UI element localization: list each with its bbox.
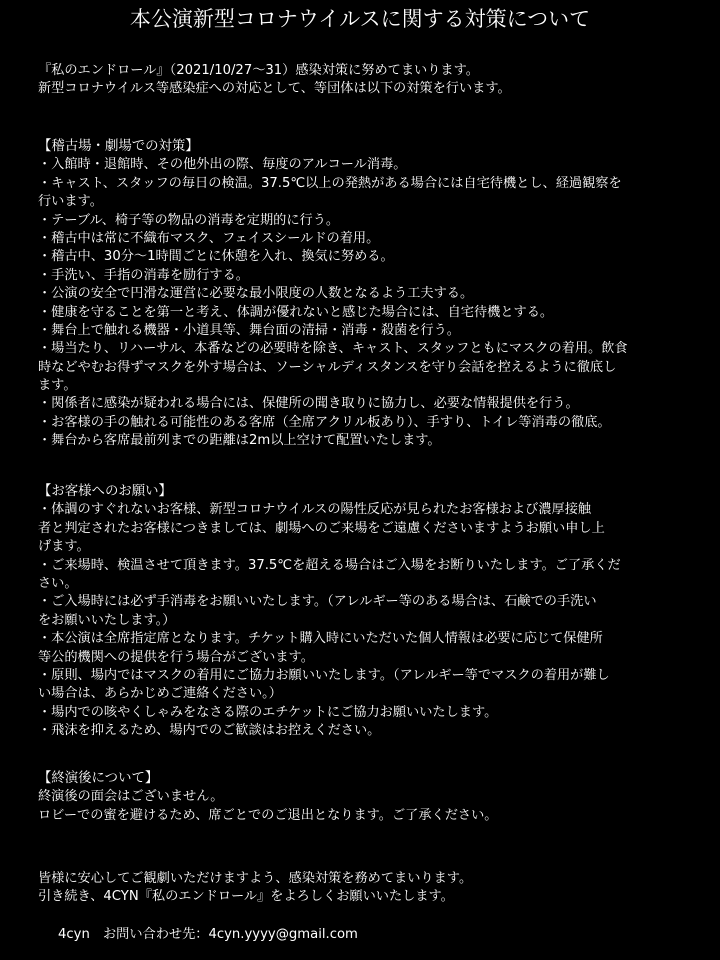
list-item: ・ご来場時、検温させて頂きます。37.5℃を超える場合はご入場をお断りいたします。ご了承くだ	[38, 557, 621, 573]
venue-measures-section	[38, 138, 710, 451]
list-item: 等公的機関への提供を行う場合がございます。	[38, 649, 314, 665]
list-item: ・場当たり、リハーサル、本番などの必要時を除き、キャスト、スタッフともにマスクの着用。飲食	[38, 341, 628, 357]
closing-line: 皆様に安心してご観劇いただけますよう、感染対策を務めてまいります。	[38, 871, 473, 886]
intro-line: 『私のエンドロール』（2021/10/27〜31）感染対策に努めてまいります。	[38, 63, 479, 78]
list-item: い場合は、あらかじめご連絡ください。）	[38, 686, 282, 702]
list-item: ます。	[38, 378, 77, 394]
section-heading: 【稽古場・劇場での対策】	[38, 139, 199, 154]
list-item: ・入館時・退館時、その他外出の際、毎度のアルコール消毒。	[38, 157, 407, 173]
list-item: ・お客様の手の触れる可能性のある客席（全席アクリル板あり）、手すり、トイレ等消毒の徹底。	[38, 414, 611, 430]
list-item: ・原則、場内ではマスクの着用にご協力お願いいたします。（アレルギー等でマスクの着用が難し	[38, 667, 610, 683]
customer-requests-section	[38, 483, 710, 740]
list-item: ・稽古中、30分～1時間ごとに休憩を入れ、換気に努める。	[38, 249, 394, 265]
section-heading: 【お客様へのお願い】	[38, 484, 172, 499]
list-item: ・健康を守ることを第一と考え、体調が優れないと感じた場合には、自宅待機とする。	[38, 304, 554, 320]
list-item: ・キャスト、スタッフの毎日の検温。37.5℃以上の発熱がある場合には自宅待機とし、経過観察を	[38, 175, 622, 191]
list-item: ロビーでの蜜を避けるため、席ごとでのご退出となります。ご了承ください。	[38, 807, 498, 823]
list-item: ・テーブル、椅子等の物品の消毒を定期的に行う。	[38, 212, 340, 228]
list-item: ・舞台から客席最前列までの距離は2m以上空けて配置いたします。	[38, 433, 441, 449]
closing-block	[38, 870, 710, 907]
intro-line: 新型コロナウイルス等感染症への対応として、等団体は以下の対策を行います。	[38, 81, 511, 97]
list-item: ・体調のすぐれないお客様、新型コロナウイルスの陽性反応が見られたお客様および濃厚接触	[38, 502, 592, 518]
list-item: ・関係者に感染が疑われる場合には、保健所の聞き取りに協力し、必要な情報提供を行う。	[38, 396, 579, 412]
list-item: ・公演の安全で円滑な運営に必要な最小限度の人数となるよう工夫する。	[38, 286, 474, 302]
list-item: ・場内での咳やくしゃみをなさる際のエチケットにご協力お願いいたします。	[38, 704, 498, 720]
intro-block	[38, 62, 710, 99]
list-item: ・飛沫を抑えるため、場内でのご歓談はお控えください。	[38, 723, 381, 739]
list-item: ・ご入場時には必ず手消毒をお願いいたします。（アレルギー等のある場合は、石鹸での手洗い	[38, 594, 597, 610]
closing-line: 引き続き、4CYN『私のエンドロール』をよろしくお願いいたします。	[38, 889, 454, 905]
list-item: ・本公演は全席指定席となります。チケット購入時にいただいた個人情報は必要に応じて保健所	[38, 631, 603, 647]
list-item: ・舞台上で触れる機器・小道具等、舞台面の清掃・消毒・殺菌を行う。	[38, 322, 460, 338]
list-item: 終演後の面会はございません。	[38, 789, 224, 805]
section-heading: 【終演後について】	[38, 771, 159, 786]
list-item: ・稽古中は常に不織布マスク、フェイスシールドの着用。	[38, 230, 380, 246]
page-title: 本公演新型コロナウイルスに関する対策について	[129, 7, 591, 31]
list-item: 者と判定されたお客様につきましては、劇場へのご来場をご遠慮くださいますようお願い申し上	[38, 520, 605, 536]
list-item: さい。	[38, 575, 78, 591]
after-show-section	[38, 770, 710, 825]
list-item: をお願いいたします。）	[38, 612, 176, 628]
list-item: げます。	[38, 539, 90, 555]
list-item: ・手洗い、手指の消毒を励行する。	[38, 267, 249, 283]
contact-info: 4cyn お問い合わせ先：4cyn.yyyy@gmail.com	[58, 927, 358, 942]
list-item: 時などやむお得ずマスクを外す場合は、ソーシャルディスタンスを守り会話を控えるように徹底し	[38, 359, 617, 375]
list-item: 行います。	[38, 194, 103, 210]
